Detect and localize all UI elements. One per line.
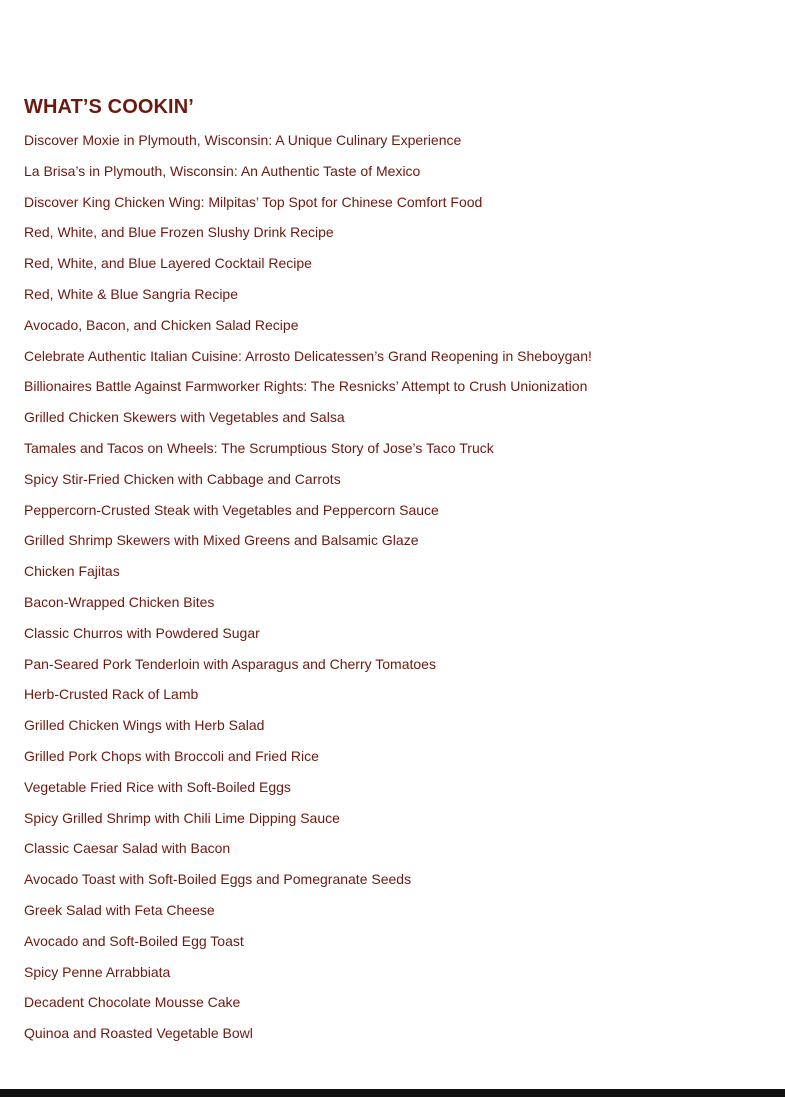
list-item xyxy=(24,746,764,777)
list-item xyxy=(24,284,764,315)
post-link[interactable]: Classic Churros with Powdered Sugar xyxy=(24,624,260,641)
list-item xyxy=(24,900,764,931)
footer-bar xyxy=(0,1089,785,1097)
list-item xyxy=(24,346,764,377)
list-item xyxy=(24,222,764,253)
post-link[interactable]: Avocado and Soft-Boiled Egg Toast xyxy=(24,932,244,949)
post-link[interactable]: Spicy Grilled Shrimp with Chili Lime Dipping Sauce xyxy=(24,809,340,826)
post-link[interactable]: Celebrate Authentic Italian Cuisine: Arrosto Delicatessen’s Grand Reopening in Sheboygan! xyxy=(24,347,592,364)
post-link[interactable]: Vegetable Fried Rice with Soft-Boiled Eggs xyxy=(24,778,291,795)
list-item xyxy=(24,161,764,192)
post-link[interactable]: Bacon-Wrapped Chicken Bites xyxy=(24,593,215,610)
list-item xyxy=(24,808,764,839)
post-link[interactable]: Avocado Toast with Soft-Boiled Eggs and Pomegranate Seeds xyxy=(24,871,412,888)
list-item xyxy=(24,530,764,561)
recent-posts-widget xyxy=(24,94,764,1054)
post-link[interactable]: Discover Moxie in Plymouth, Wisconsin: A Unique Culinary Experience xyxy=(24,132,462,148)
post-link[interactable]: Red, White & Blue Sangria Recipe xyxy=(24,285,238,302)
list-item xyxy=(24,130,764,161)
list-item xyxy=(24,376,764,407)
list-item xyxy=(24,469,764,500)
list-item xyxy=(24,500,764,531)
post-link[interactable]: Peppercorn-Crusted Steak with Vegetables and Peppercorn Sauce xyxy=(24,501,439,518)
post-link[interactable]: Red, White, and Blue Frozen Slushy Drink Recipe xyxy=(24,224,334,241)
post-link[interactable]: Grilled Shrimp Skewers with Mixed Greens and Balsamic Glaze xyxy=(24,532,419,549)
post-link[interactable]: Billionaires Battle Against Farmworker Rights: The Resnicks’ Attempt to Crush Unionization xyxy=(24,378,588,395)
list-item xyxy=(24,623,764,654)
widget-title: WHAT’S COOKIN’ xyxy=(24,96,194,118)
list-item xyxy=(24,407,764,438)
list-item xyxy=(24,777,764,808)
list-item xyxy=(24,684,764,715)
list-item xyxy=(24,253,764,284)
post-link[interactable]: Grilled Chicken Skewers with Vegetables and Salsa xyxy=(24,409,345,426)
post-link[interactable]: Herb-Crusted Rack of Lamb xyxy=(24,686,199,703)
list-item xyxy=(24,715,764,746)
post-link[interactable]: Avocado, Bacon, and Chicken Salad Recipe xyxy=(24,316,299,333)
list-item xyxy=(24,654,764,685)
post-link[interactable]: La Brisa’s in Plymouth, Wisconsin: An Authentic Taste of Mexico xyxy=(24,162,421,179)
post-link[interactable]: Greek Salad with Feta Cheese xyxy=(24,901,215,918)
post-link[interactable]: Pan-Seared Pork Tenderloin with Asparagus and Cherry Tomatoes xyxy=(24,655,436,672)
list-item xyxy=(24,192,764,223)
recent-posts-list xyxy=(24,130,764,1054)
list-item xyxy=(24,438,764,469)
list-item xyxy=(24,962,764,993)
list-item xyxy=(24,592,764,623)
post-link[interactable]: Tamales and Tacos on Wheels: The Scrumptious Story of Jose’s Taco Truck xyxy=(24,439,494,456)
list-item xyxy=(24,992,764,1023)
list-item xyxy=(24,869,764,900)
post-link[interactable]: Discover King Chicken Wing: Milpitas’ Top Spot for Chinese Comfort Food xyxy=(24,193,483,210)
list-item xyxy=(24,315,764,346)
post-link[interactable]: Grilled Pork Chops with Broccoli and Fried Rice xyxy=(24,747,319,764)
post-link[interactable]: Red, White, and Blue Layered Cocktail Recipe xyxy=(24,255,312,272)
post-link[interactable]: Grilled Chicken Wings with Herb Salad xyxy=(24,717,265,734)
post-link[interactable]: Chicken Fajitas xyxy=(24,563,120,580)
list-item xyxy=(24,838,764,869)
list-item xyxy=(24,931,764,962)
post-link[interactable]: Spicy Penne Arrabbiata xyxy=(24,963,171,980)
list-item xyxy=(24,1023,764,1054)
post-link[interactable]: Decadent Chocolate Mousse Cake xyxy=(24,994,241,1011)
post-link[interactable]: Quinoa and Roasted Vegetable Bowl xyxy=(24,1025,253,1042)
post-link[interactable]: Spicy Stir-Fried Chicken with Cabbage and Carrots xyxy=(24,470,341,487)
post-link[interactable]: Classic Caesar Salad with Bacon xyxy=(24,840,231,857)
list-item xyxy=(24,561,764,592)
